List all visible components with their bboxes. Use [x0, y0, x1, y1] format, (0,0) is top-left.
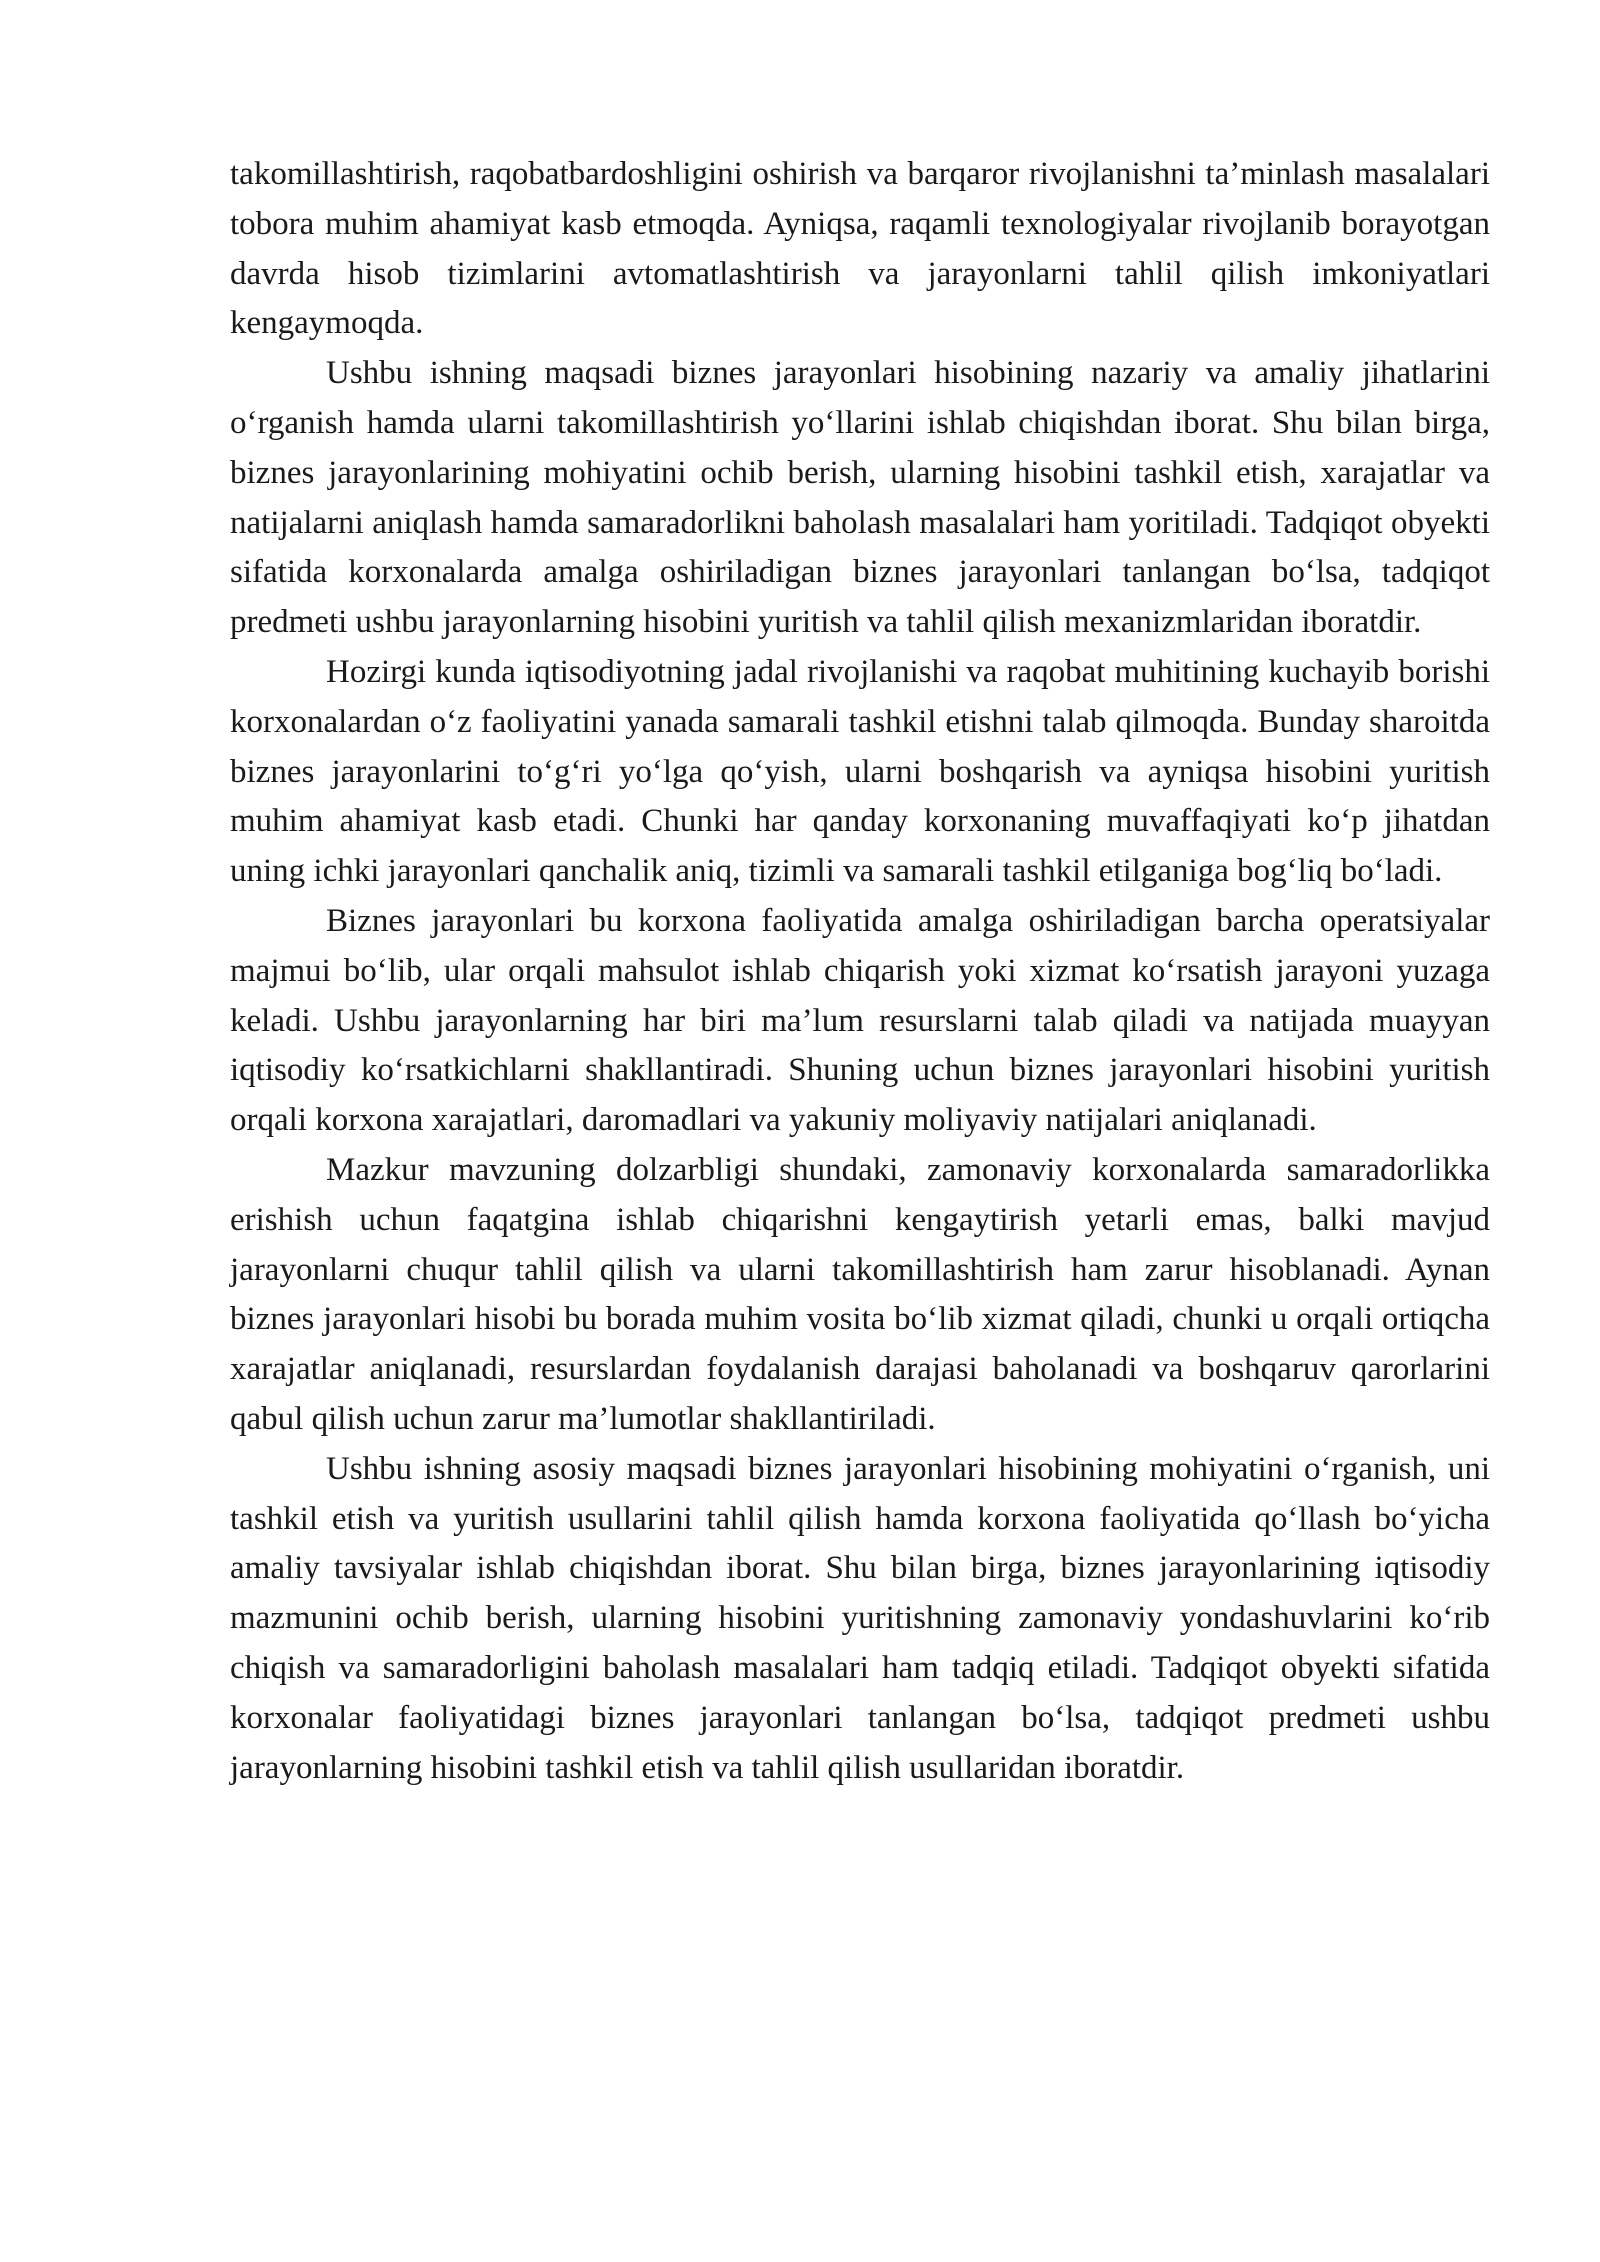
document-body — [230, 150, 1490, 1793]
paragraph: Biznes jarayonlari bu korxona faoliyatida amalga oshiriladigan barcha operatsiyalar majmui bo‘lib, ular orqali mahsulot ishlab chiqarish yoki xizmat ko‘rsatish jarayoni yuzaga keladi. Ushbu jarayonlarning har biri ma’lum resurslarni talab qiladi va natijada muayyan iqtisodiy ko‘rsatkichlarni shakllantiradi. Shuning uchun biznes jarayonlari hisobini yuritish orqali korxona xarajatlari, daromadlari va yakuniy moliyaviy natijalari aniqlanadi. — [230, 902, 1490, 1139]
paragraph: Mazkur mavzuning dolzarbligi shundaki, zamonaviy korxonalarda samaradorlikka erishish uchun faqatgina ishlab chiqarishni kengaytirish yetarli emas, balki mavjud jarayonlarni chuqur tahlil qilish va ularni takomillashtirish ham zarur hisoblanadi. Aynan biznes jarayonlari hisobi bu borada muhim vosita bo‘lib xizmat qiladi, chunki u orqali ortiqcha xarajatlar aniqlanadi, resurslardan foydalanish darajasi baholanadi va boshqaruv qarorlarini qabul qilish uchun zarur ma’lumotlar shakllantiriladi. — [230, 1151, 1490, 1437]
paragraph-continuation: takomillashtirish, raqobatbardoshligini oshirish va barqaror rivojlanishni ta’minlash masalalari tobora muhim ahamiyat kasb etmoqda. Ayniqsa, raqamli texnologiyalar rivojlanib borayotgan davrda hisob tizimlarini avtomatlashtirish va jarayonlarni tahlil qilish imkoniyatlari kengaymoqda. — [230, 156, 1490, 342]
paragraph: Hozirgi kunda iqtisodiyotning jadal rivojlanishi va raqobat muhitining kuchayib borishi korxonalardan o‘z faoliyatini yanada samarali tashkil etishni talab qilmoqda. Bunday sharoitda biznes jarayonlarini to‘g‘ri yo‘lga qo‘yish, ularni boshqarish va ayniqsa hisobini yuritish muhim ahamiyat kasb etadi. Chunki har qanday korxonaning muvaffaqiyati ko‘p jihatdan uning ichki jarayonlari qanchalik aniq, tizimli va samarali tashkil etilganiga bog‘liq bo‘ladi. — [230, 653, 1490, 890]
paragraph: Ushbu ishning asosiy maqsadi biznes jarayonlari hisobining mohiyatini o‘rganish, uni tashkil etish va yuritish usullarini tahlil qilish hamda korxona faoliyatida qo‘llash bo‘yicha amaliy tavsiyalar ishlab chiqishdan iborat. Shu bilan birga, biznes jarayonlarining iqtisodiy mazmunini ochib berish, ularning hisobini yuritishning zamonaviy yondashuvlarini ko‘rib chiqish va samaradorligini baholash masalalari ham tadqiq etiladi. Tadqiqot obyekti sifatida korxonalar faoliyatidagi biznes jarayonlari tanlangan bo‘lsa, tadqiqot predmeti ushbu jarayonlarning hisobini tashkil etish va tahlil qilish usullaridan iboratdir. — [230, 1450, 1490, 1786]
paragraph: Ushbu ishning maqsadi biznes jarayonlari hisobining nazariy va amaliy jihatlarini o‘rganish hamda ularni takomillashtirish yo‘llarini ishlab chiqishdan iborat. Shu bilan birga, biznes jarayonlarining mohiyatini ochib berish, ularning hisobini tashkil etish, xarajatlar va natijalarni aniqlash hamda samaradorlikni baholash masalalari ham yoritiladi. Tadqiqot obyekti sifatida korxonalarda amalga oshiriladigan biznes jarayonlari tanlangan bo‘lsa, tadqiqot predmeti ushbu jarayonlarning hisobini yuritish va tahlil qilish mexanizmlaridan iboratdir. — [230, 355, 1490, 641]
